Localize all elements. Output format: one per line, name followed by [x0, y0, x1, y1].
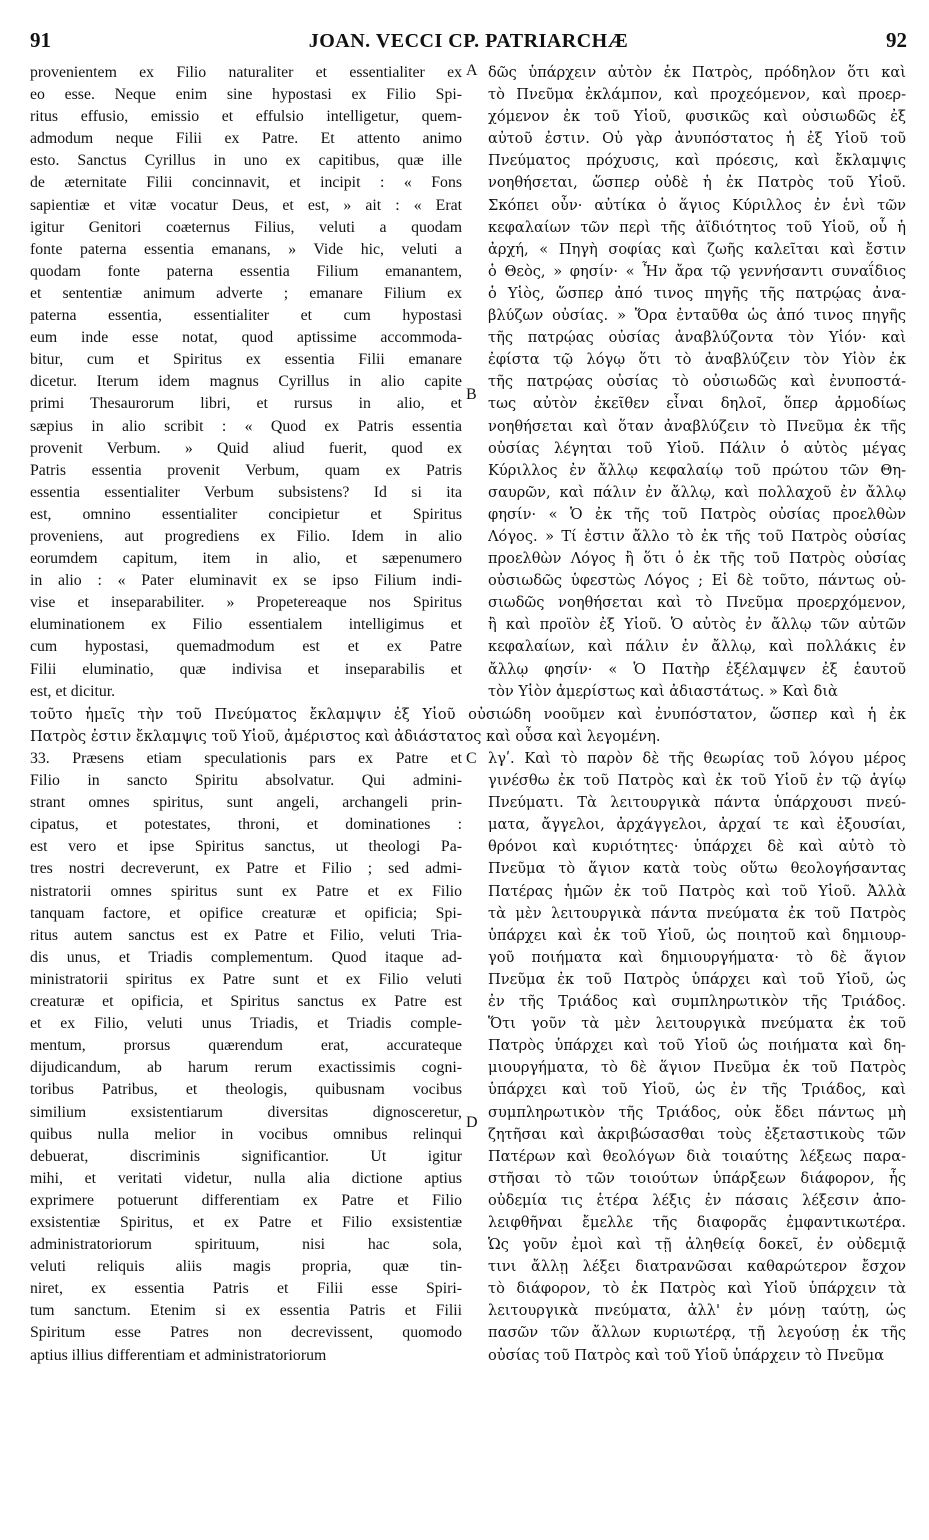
latin-column-bottom [30, 748, 462, 1367]
greek-text-line: Πατέρας ἡμῶν ἐκ τοῦ Πατρὸς καὶ τοῦ Υἱοῦ. Ἀλλὰ [488, 882, 906, 900]
greek-text-line: πασῶν τῶν ἄλλων κυριωτέρᾳ, τῇ λεγούσῃ ἐκ τῆς [488, 1324, 906, 1342]
greek-text-line: σαυρῶν, καὶ πάλιν ἐν ἄλλῳ, καὶ πολλαχοῦ ἐν ἄλλῳ [488, 483, 906, 501]
greek-text-line: ὑπάρχει καὶ ἐκ τοῦ Υἱοῦ, ὡς ποιητοῦ καὶ δημιουρ- [488, 926, 906, 944]
greek-text-line: τινι ἄλλῃ λέξει διατρανῶσαι καθαρώτερον ἔσχον [488, 1258, 906, 1276]
latin-text-line: est vero et ipse Spiritus sanctus, ut theologi Pa- [30, 838, 462, 856]
greek-text-line: τὸ διάφορον, τὸ ἐκ Πατρὸς καὶ Υἱοῦ ὑπάρχειν τὰ [488, 1280, 906, 1298]
latin-text-line: dijudicandum, ab harum rerum exactissimis cogni- [30, 1059, 462, 1077]
latin-text-line: sapientiæ et vitæ vocatur Deus, et est, » ait : « Erat [30, 196, 462, 214]
greek-text-line: Πνεύματος πρόχυσις, καὶ πρόεσις, καὶ ἔκλαμψις [488, 152, 906, 170]
greek-text-line: Ὅτι γοῦν τὰ μὲν λειτουργικὰ πνεύματα ἐκ τοῦ [488, 1015, 906, 1033]
latin-text-line: eluminationem ex Filio essentialem intelligimus et [30, 616, 462, 634]
greek-text-line: Σκόπει οὖν· αὐτίκα ὁ ἅγιος Κύριλλος ἐν ἑνὶ τῶν [488, 196, 906, 214]
latin-text-line: provenit Verbum. » Quid aliud fuerit, quod ex [30, 439, 462, 457]
latin-column-top [30, 62, 462, 703]
latin-text-line: bitur, cum et Spiritus ex essentia Filii emanare [30, 351, 462, 369]
latin-text-line: Patris essentia provenit Verbum, quam ex Patris [30, 461, 462, 479]
latin-text-line: dicetur. Iterum idem magnus Cyrillus in alio capite [30, 373, 462, 391]
greek-text-line: λγʹ. Καὶ τὸ παρὸν δὲ τῆς θεωρίας τοῦ λόγου μέρος [488, 750, 906, 767]
latin-text-line: exsistentiæ Spiritus, et ex Patre et Filio exsistentiæ [30, 1213, 462, 1231]
greek-text-line: Πνεύματι. Τὰ λειτουργικὰ πάντα ὑπάρχουσι πνεύ- [488, 794, 906, 812]
latin-text-line: similium exsistentiarum diversitas dignosceretur, [30, 1103, 462, 1121]
latin-text-line: aptius illius differentiam et administratoriorum [30, 1346, 327, 1364]
greek-text-line: νοηθήσεται, ὥσπερ οὐδὲ ἡ ἐκ Πατρὸς τοῦ Υἱοῦ. [488, 174, 906, 192]
latin-text-line: Filii eluminatio, quæ indivisa et inseparabilis et [30, 660, 462, 678]
latin-text-line: exprimere potuerunt differentiam ex Patre et Filio [30, 1191, 462, 1209]
greek-column-bottom [488, 748, 906, 1367]
latin-text-line: Spiritum esse Patres non decrevissent, quomodo [30, 1324, 462, 1342]
margin-marker-b: B [466, 386, 477, 403]
greek-text-line: ὁ Υἱὸς, ὥσπερ ἀπό τινος πηγῆς τῆς πατρῴας ἀνα- [488, 284, 906, 302]
greek-text-line: τῆς πατρῴας οὐσίας τὸ οὐσιωδῶς καὶ ἐνυποστά- [488, 373, 906, 391]
latin-text-line: ritus effusio, emissio et effulsio intelligetur, quem- [30, 108, 462, 126]
latin-text-line: creaturæ et opificia, et Spiritus sanctus ex Patre est [30, 993, 462, 1011]
greek-text-line: Κύριλλος ἐν ἄλλῳ κεφαλαίῳ τοῦ πρώτου τῶν Θη- [488, 461, 906, 479]
greek-text-line: Πατρὸς ὑπάρχει καὶ τοῦ Υἱοῦ ὡς ποιήματα καὶ δη- [488, 1037, 906, 1055]
greek-text-line: γοῦ ποιήματα καὶ δημιουργήματα· τὸ δὲ ἅγιον [488, 948, 906, 966]
greek-text-line: φησίν· « Ὁ ἐκ τῆς τοῦ Πατρὸς οὐσίας προελθὼν [488, 505, 906, 523]
latin-text-line: eum inde esse notat, quod aptissime accommoda- [30, 329, 462, 347]
margin-marker-c: C [466, 750, 477, 767]
latin-text-line: veluti reliquis aliis magis propria, quæ tin- [30, 1258, 462, 1276]
latin-text-line: tres nostri decreverunt, ex Patre et Filio ; sed admi- [30, 860, 462, 878]
greek-text-line: ζητῆσαι καὶ ἀκριβώσασθαι τοὺς ἐξεταστικοὺς τῶν [488, 1125, 906, 1143]
greek-text-line: οὐσιωδῶς ὑφεστὼς Λόγος ; Εἰ δὲ τοῦτο, πάντως οὐ- [488, 572, 906, 590]
latin-text-line: quibus nulla melior in vocibus omnibus relinqui [30, 1125, 462, 1143]
running-header [30, 28, 907, 62]
greek-text-line: λειφθῆναι ἔμελλε τῆς διαφορᾶς ἐμφαντικωτέρα. [488, 1213, 906, 1231]
greek-text-line: ὁ Θεὸς, » φησίν· « Ἦν ἄρα τῷ γεννήσαντι συναΐδιος [488, 262, 906, 280]
greek-text-line: στῆσαι τὸ τῶν τοιούτων ὑπάρξεων διάφορον, ἧς [488, 1169, 906, 1187]
latin-text-line: essentia essentialiter Verbum subsistens? Id si ita [30, 483, 462, 501]
latin-text-line: 33. Præsens etiam speculationis pars ex Patre et [30, 750, 462, 767]
greek-text-line: βλύζων οὐσίας. » Ὅρα ἐνταῦθα ὡς ἀπό τινος πηγῆς [488, 307, 906, 325]
greek-text-line: οὐσίας τοῦ Πατρὸς καὶ τοῦ Υἱοῦ ὑπάρχειν τὸ Πνεῦμα [488, 1346, 884, 1364]
latin-text-line: vise et inseparabiliter. » Propetereaque nos Spiritus [30, 594, 462, 612]
greek-text-line: θρόνοι καὶ κυριότητες· ὑπάρχει δὲ καὶ αὐτὸ τὸ [488, 838, 906, 856]
greek-text-line: ματα, ἄγγελοι, ἀρχάγγελοι, ἀρχαί τε καὶ ἐξουσίαι, [488, 816, 906, 834]
greek-text-line: τως αὐτὸν ἐκεῖθεν εἶναι δηλοῖ, ὅπερ ἁρμοδίως [488, 395, 906, 413]
latin-text-line: igitur Genitori coæternus Filius, veluti a quodam [30, 218, 462, 236]
greek-text-line: τῆς πατρῴας οὐσίας ἀναβλύζοντα τὸν Υἱόν· καὶ [488, 329, 906, 347]
latin-text-line: dis unus, et Triadis complementum. Quod itaque ad- [30, 948, 462, 966]
greek-text-line: οὐδεμία τις ἑτέρα λέξις ἐν πάσαις λέξεσιν ἀπο- [488, 1191, 906, 1209]
greek-text-line: οὐσίας λέγηται τοῦ Υἱοῦ. Πάλιν ὁ αὐτὸς μέγας [488, 439, 906, 457]
latin-text-line: est, omnino essentialiter concipietur et Spiritus [30, 505, 462, 523]
greek-text-line: τὸν Υἱὸν ἀμερίστως καὶ ἀδιαστάτως. » Καὶ διὰ [488, 682, 838, 700]
greek-text-line: Πνεῦμα ἐκ τοῦ Πατρὸς ὑπάρχει καὶ τοῦ Υἱοῦ, ὡς [488, 970, 906, 988]
latin-text-line: cum hypostasi, quemadmodum est et ex Patre [30, 638, 462, 656]
page-number-left: 91 [30, 28, 51, 52]
greek-text-line: μιουργήματα, τὸ δὲ ἅγιον Πνεῦμα ἐκ τοῦ Πατρὸς [488, 1059, 906, 1077]
latin-text-line: strant omnes spiritus, sunt angeli, archangeli prin- [30, 794, 462, 812]
latin-text-line: primi Thesaurorum libri, et rursus in alio, et [30, 395, 462, 413]
greek-text-line: γινέσθω ἐκ τοῦ Πατρὸς καὶ ἐκ τοῦ Υἱοῦ ἐν τῷ ἁγίῳ [488, 772, 906, 790]
greek-text-line: τοῦτο ἡμεῖς τὴν τοῦ Πνεύματος ἔκλαμψιν ἐξ Υἱοῦ οὐσιώδη νοοῦμεν καὶ ἐνυπόστατον, ὥσπερ καὶ ἡ ἐκ [30, 706, 906, 723]
latin-text-line: debuerat, discriminis significantior. Ut igitur [30, 1147, 462, 1165]
greek-text-line: δῶς ὑπάρχειν αὐτὸν ἐκ Πατρὸς, πρόδηλον ὅτι καὶ [488, 64, 906, 81]
latin-text-line: in alio : « Pater eluminavit ex se ipso Filium indi- [30, 572, 462, 590]
latin-text-line: et ex Filio, veluti unus Triadis, et Triadis comple- [30, 1015, 462, 1033]
running-head-title: JOAN. VECCI CP. PATRIARCHÆ [308, 30, 629, 52]
latin-text-line: tanquam factore, et opifice creaturæ et opificia; Spi- [30, 904, 462, 922]
page-number-right: 92 [886, 28, 907, 52]
greek-text-line: ἐν τῆς Τριάδος καὶ συμπληρωτικὸν τῆς Τριάδος. [488, 993, 906, 1011]
greek-text-line: Πνεῦμα τὸ ἅγιον κατὰ τοὺς οὕτω θεολογήσαντας [488, 860, 906, 878]
margin-marker-d: D [466, 1114, 478, 1131]
latin-text-line: esto. Sanctus Cyrillus in uno ex capitibus, quæ ille [30, 152, 462, 170]
margin-marker-a: A [466, 62, 478, 79]
greek-text-line: συμπληρωτικὸν τῆς Τριάδος, οὐκ ἔδει πάντως μὴ [488, 1103, 906, 1121]
greek-text-line: τὸ Πνεῦμα ἐκλάμπον, καὶ προχεόμενον, καὶ προερ- [488, 86, 906, 104]
latin-text-line: eorumdem capitum, item in alio, et sæpenumero [30, 550, 462, 568]
latin-text-line: proveniens, aut progrediens ex Filio. Idem in alio [30, 527, 462, 545]
latin-text-line: quodam fonte paterna essentia Filium emanantem, [30, 262, 462, 280]
greek-text-line: σιωδῶς νοηθήσεται καὶ τὸ Πνεῦμα προερχόμενον, [488, 594, 906, 612]
latin-text-line: est, et dicitur. [30, 682, 116, 700]
latin-text-line: toribus Patribus, et theologis, quibusnam vocibus [30, 1081, 462, 1099]
greek-text-line: νοηθήσεται καὶ ὅταν ἀναβλύζειν τὸ Πνεῦμα ἐκ τῆς [488, 417, 906, 435]
latin-text-line: nistratorii omnes spiritus sunt ex Patre et ex Filio [30, 882, 462, 900]
greek-text-line: ἀρχή, « Πηγὴ σοφίας καὶ ζωῆς καλεῖται καὶ ἔστιν [488, 240, 906, 258]
latin-text-line: provenientem ex Filio naturaliter et essentialiter ex [30, 64, 462, 81]
latin-text-line: eo esse. Neque enim sine hypostasi ex Filio Spi- [30, 86, 462, 104]
latin-text-line: cipatus, et potestates, throni, et dominationes : [30, 816, 462, 834]
greek-text-line: κεφαλαίων, καὶ πάλιν ἐν ἄλλῳ, καὶ πολλάκις ἐν [488, 638, 906, 656]
latin-text-line: ritus autem sanctus est ex Patre et Filio, veluti Tria- [30, 926, 462, 944]
latin-text-line: Filio in sancto Spiritu absolvatur. Qui admini- [30, 772, 462, 790]
greek-text-line: τὰ μὲν λειτουργικὰ πάντα πνεύματα ἐκ τοῦ Πατρὸς [488, 904, 906, 922]
latin-text-line: paterna essentia, essentialiter et cum hypostasi [30, 307, 462, 325]
latin-text-line: fonte paterna essentia emanans, » Vide hic, veluti a [30, 240, 462, 258]
greek-text-line: λειτουργικὰ πνεύματα, ἀλλ' ἐν μόνῃ ταύτῃ, ὡς [488, 1302, 906, 1320]
greek-text-line: κεφαλαίων τῶν περὶ τῆς ἀϊδιότητος τοῦ Υἱοῦ, οὗ ἡ [488, 218, 906, 236]
greek-text-line: προελθὼν Λόγος ἢ ὅτι ὁ ἐκ τῆς τοῦ Πατρὸς οὐσίας [488, 550, 906, 568]
latin-text-line: niret, ex essentia Patris et Filii esse Spiri- [30, 1280, 462, 1298]
latin-text-line: administratoriorum spirituum, nisi hac sola, [30, 1236, 462, 1254]
latin-text-line: sæpius in alio scribit : « Quod ex Patris essentia [30, 417, 462, 435]
greek-text-line: ἢ καὶ προϊὸν ἐξ Υἱοῦ. Ὁ αὐτὸς ἐν ἄλλῳ τῶν αὐτῶν [488, 616, 906, 634]
greek-text-line: Λόγος. » Τί ἐστιν ἄλλο τὸ ἐκ τῆς τοῦ Πατρὸς οὐσίας [488, 527, 906, 545]
greek-text-line: αὐτοῦ ἐστιν. Οὐ γὰρ ἀνυπόστατος ἡ ἐξ Υἱοῦ τοῦ [488, 130, 906, 148]
latin-text-line: ministratorii spiritus ex Patre sunt et ex Filio veluti [30, 970, 462, 988]
greek-text-line: Πατρὸς ἐστιν ἔκλαμψις τοῦ Υἱοῦ, ἀμέριστος καὶ ἀδιάστατος καὶ οὖσα καὶ λεγομένη. [30, 728, 661, 746]
greek-column-top [488, 62, 906, 703]
greek-text-line: χόμενον ἐκ τοῦ Υἱοῦ, φυσικῶς καὶ οὐσιωδῶς ἐξ [488, 108, 906, 126]
greek-text-line: Πατέρων καὶ θεολόγων διὰ τοιαύτης λέξεως παρα- [488, 1147, 906, 1165]
latin-text-line: mentum, prorsus quærendum erat, accurateque [30, 1037, 462, 1055]
latin-text-line: tum sanctum. Etenim si ex essentia Patris et Filii [30, 1302, 462, 1320]
greek-text-line: ἐφίστα τῷ λόγῳ ὅτι τὸ ἀναβλύζειν τὸν Υἱὸν ἐκ [488, 351, 906, 369]
latin-text-line: admodum neque Filii ex Patre. Et attento animo [30, 130, 462, 148]
greek-text-line: Ὡς γοῦν ἐμοὶ καὶ τῇ ἀληθείᾳ δοκεῖ, ἐν οὐδεμιᾷ [488, 1236, 906, 1254]
latin-text-line: mihi, et veritati videtur, nulla alia dictione aptius [30, 1169, 462, 1187]
greek-full-width-lines [30, 704, 906, 748]
greek-text-line: ἄλλῳ φησίν· « Ὁ Πατὴρ ἐξέλαμψεν ἐξ ἑαυτοῦ [488, 660, 906, 678]
greek-text-line: ὑπάρχει καὶ τοῦ Υἱοῦ, ὡς ἐν τῆς Τριάδος, καὶ [488, 1081, 906, 1099]
latin-text-line: de æternitate Filii concinnavit, et incipit : « Fons [30, 174, 462, 192]
latin-text-line: et sententiæ animum adverte ; emanare Filium ex [30, 284, 462, 302]
